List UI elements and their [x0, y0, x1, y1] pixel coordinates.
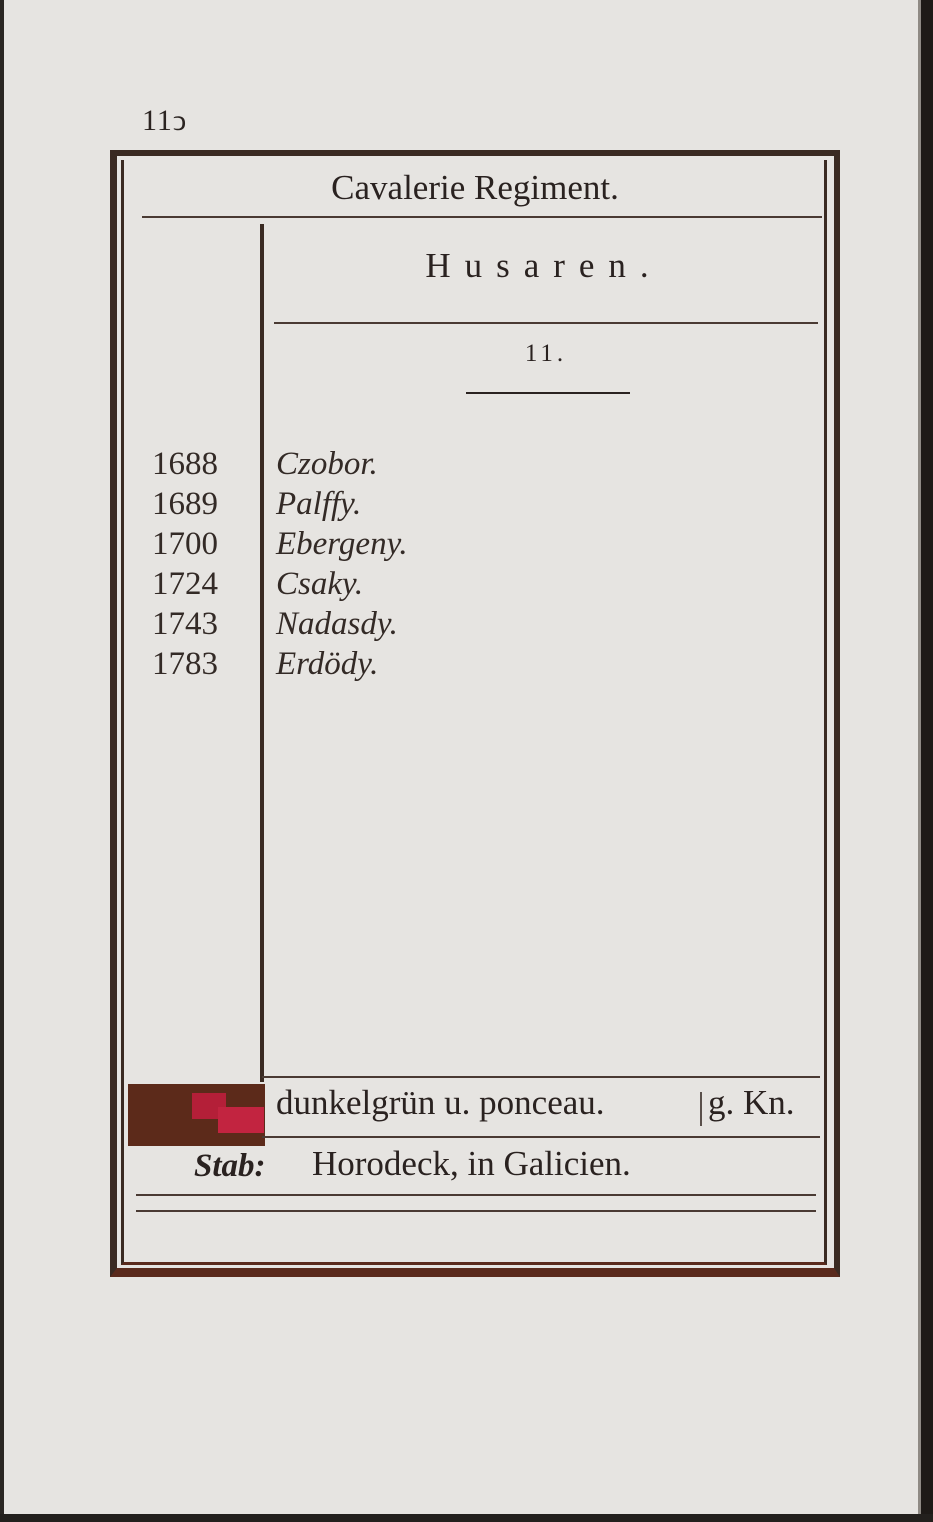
uniform-colors: dunkelgrün u. ponceau.	[276, 1083, 605, 1122]
entry-name: Csaky.	[276, 566, 364, 602]
entry-year: 1688	[152, 446, 218, 482]
column-separator	[700, 1092, 702, 1126]
regiment-number: 11.	[524, 340, 568, 367]
page-edge-bottom	[0, 1514, 933, 1522]
page-title: Cavalerie Regiment.	[331, 168, 619, 207]
header-rule	[142, 216, 822, 218]
uniform-bottom-rule	[262, 1136, 820, 1138]
page-number: 11ↄ	[142, 104, 188, 137]
entry-name: Czobor.	[276, 446, 378, 482]
entry-year: 1783	[152, 646, 218, 682]
entry-year: 1689	[152, 486, 218, 522]
page-edge-left	[0, 0, 4, 1522]
number-rule	[466, 392, 630, 394]
entry-name: Nadasdy.	[276, 606, 398, 642]
bottom-rule	[136, 1210, 816, 1212]
uniform-color-red-patch	[218, 1107, 264, 1133]
regiment-type: Husaren.	[425, 246, 663, 285]
column-divider	[260, 224, 264, 1082]
uniform-buttons: g. Kn.	[708, 1083, 795, 1122]
page-edge-right	[921, 0, 933, 1522]
entry-name: Palffy.	[276, 486, 362, 522]
entry-year: 1724	[152, 566, 218, 602]
entry-name: Ebergeny.	[276, 526, 408, 562]
entry-name: Erdödy.	[276, 646, 379, 682]
staff-label: Stab:	[194, 1148, 266, 1184]
type-rule	[274, 322, 818, 324]
entry-year: 1700	[152, 526, 218, 562]
entry-year: 1743	[152, 606, 218, 642]
staff-rule	[136, 1194, 816, 1196]
staff-location: Horodeck, in Galicien.	[312, 1144, 631, 1183]
uniform-top-rule	[262, 1076, 820, 1078]
